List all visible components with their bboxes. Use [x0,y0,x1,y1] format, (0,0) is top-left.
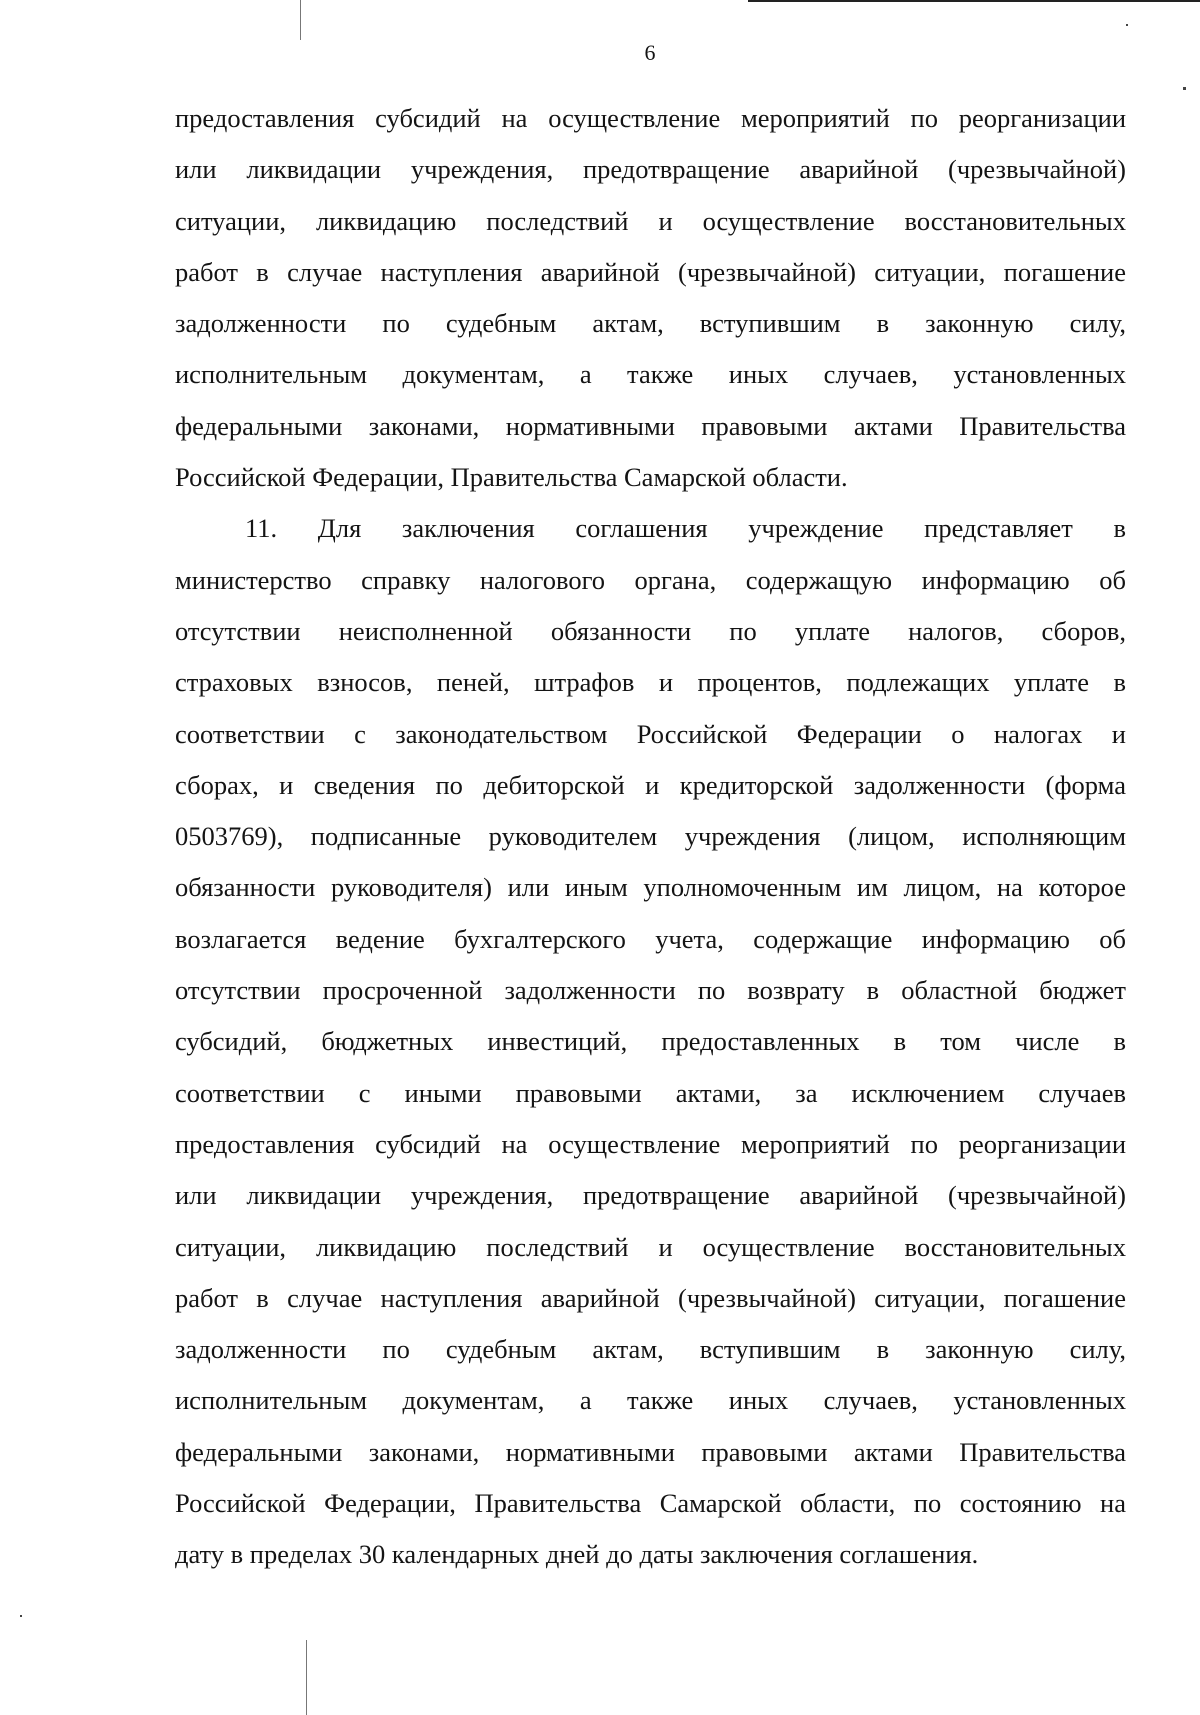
paragraph-11 [175,503,1126,1580]
scan-edge-line [748,0,1200,2]
text-line: федеральными законами, нормативными правовыми актами Правительства [175,1436,1126,1467]
text-line: работ в случае наступления аварийной (чрезвычайной) ситуации, погашение [175,1282,1126,1313]
text-line: или ликвидации учреждения, предотвращение аварийной (чрезвычайной) [175,1180,1126,1211]
scan-speck [1126,24,1128,26]
text-line: соответствии с законодательством Российской Федерации о налогах и [175,718,1126,749]
text-line: министерство справку налогового органа, содержащую информацию об [175,564,1126,595]
document-body [175,93,1126,1581]
text-line: задолженности по судебным актам, вступившим в законную силу, [175,1334,1126,1365]
text-line: обязанности руководителя) или иным уполномоченным им лицом, на которое [175,872,1126,903]
text-line: отсутствии неисполненной обязанности по уплате налогов, сборов, [175,615,1126,646]
scan-speck [1183,87,1186,90]
page-number: 6 [644,40,656,65]
text-line: соответствии с иными правовыми актами, за исключением случаев [175,1077,1126,1108]
text-line: или ликвидации учреждения, предотвращение аварийной (чрезвычайной) [175,154,1126,185]
text-line: субсидий, бюджетных инвестиций, предоставленных в том числе в [175,1026,1126,1057]
text-line: Российской Федерации, Правительства Самарской области. [175,462,848,493]
text-line: ситуации, ликвидацию последствий и осуществление восстановительных [175,1231,1126,1262]
text-line: предоставления субсидий на осуществление мероприятий по реорганизации [175,1128,1126,1159]
text-line: отсутствии просроченной задолженности по возврату в областной бюджет [175,975,1126,1006]
text-line: исполнительным документам, а также иных случаев, установленных [175,359,1126,390]
scan-artifact-line [300,0,301,40]
paragraph-continuation [175,93,1126,503]
text-line: работ в случае наступления аварийной (чрезвычайной) ситуации, погашение [175,256,1126,287]
text-line: страховых взносов, пеней, штрафов и процентов, подлежащих уплате в [175,667,1126,698]
text-line: исполнительным документам, а также иных случаев, установленных [175,1385,1126,1416]
text-line: федеральными законами, нормативными правовыми актами Правительства [175,410,1126,441]
scan-speck [20,1615,22,1617]
text-line: Российской Федерации, Правительства Самарской области, по состоянию на [175,1488,1126,1519]
text-line: возлагается ведение бухгалтерского учета, содержащие информацию об [175,923,1126,954]
paragraph-first-line: 11. Для заключения соглашения учреждение представляет в [245,513,1126,544]
text-line: ситуации, ликвидацию последствий и осуществление восстановительных [175,205,1126,236]
text-line: 0503769), подписанные руководителем учреждения (лицом, исполняющим [175,821,1126,852]
text-line: предоставления субсидий на осуществление мероприятий по реорганизации [175,103,1126,133]
text-line: сборах, и сведения по дебиторской и кредиторской задолженности (форма [175,769,1126,800]
text-line: дату в пределах 30 календарных дней до даты заключения соглашения. [175,1539,979,1570]
text-line: задолженности по судебным актам, вступившим в законную силу, [175,308,1126,339]
scan-artifact-line [306,1640,307,1715]
